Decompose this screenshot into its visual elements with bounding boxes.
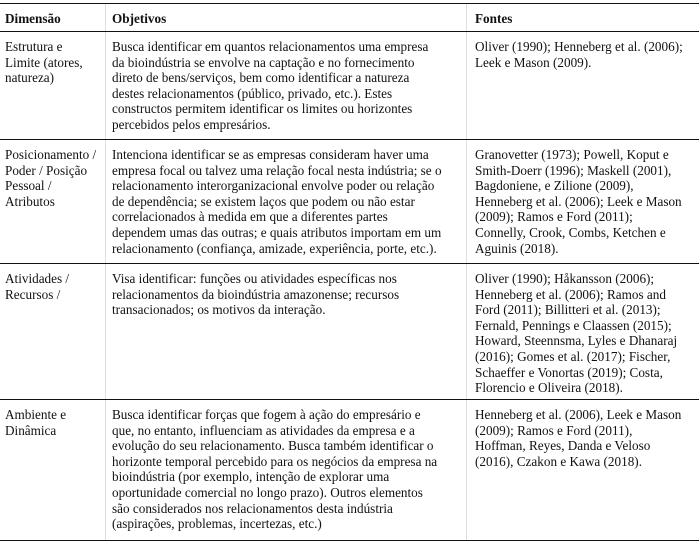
text-line: natureza) (5, 70, 55, 86)
text-line: (2009); Ramos e Ford (2011), (475, 422, 633, 438)
text-line: (2016), Czakon e Kawa (2018). (475, 453, 642, 469)
text-line: Ford (2011); Billitteri et al. (2013); (475, 302, 661, 318)
text-line: Oliver (1990); Håkansson (2006); (475, 271, 655, 286)
text-line: destes relacionamentos (público, privado, etc.). Estes (112, 85, 393, 101)
text-line: bioindústria (por exemplo, intenção de explorar uma (112, 469, 390, 485)
table-row (0, 32, 699, 140)
table-header-row (0, 3, 699, 32)
text-line: relacionamentos da bioindústria amazonense; recursos (112, 286, 400, 302)
text-line: (2009); Ramos e Ford (2011); (475, 209, 633, 225)
text-line: Atividades / (5, 271, 70, 286)
fontes-cell (466, 32, 699, 139)
text-line: horizonte temporal percebido para os negócios da empresa na (112, 453, 438, 469)
sources-table (0, 3, 699, 541)
text-line: Ambiente e (5, 407, 67, 422)
text-line: relacionamento (confiança, amizade, experiência, porte, etc.). (112, 240, 437, 256)
text-line: Granovetter (1973); Powell, Koput e (475, 147, 669, 162)
text-line: empresa focal ou talvez uma relação focal nesta indústria; se o (112, 162, 442, 178)
objetivos-cell (105, 140, 466, 263)
dimensao-cell (0, 140, 105, 263)
text-line: Busca identificar forças que fogem à ação do empresário e (112, 407, 421, 422)
text-line: Fernald, Pennings e Claassen (2015); (475, 317, 672, 333)
text-line: Dinâmica (5, 422, 57, 438)
text-line: transacionados; os motivos da interação. (112, 302, 326, 318)
text-line: Smith-Doerr (1996); Maskell (2001), (475, 162, 672, 178)
text-line: relacionamento interorganizacional envolve poder ou relação (112, 178, 435, 194)
text-line: correlacionados à medida em que a diferentes partes (112, 209, 388, 225)
dimensao-cell (0, 264, 105, 399)
fontes-cell (466, 264, 699, 399)
dimensao-cell (0, 32, 105, 139)
text-line: Connelly, Crook, Combs, Ketchen e (475, 224, 666, 240)
text-line: (aspirações, problemas, incertezas, etc.) (112, 516, 322, 532)
text-line: Visa identificar: funções ou atividades específicas nos (112, 271, 397, 286)
text-line: evolução do seu relacionamento. Busca também identificar o (112, 438, 434, 454)
text-line: Oliver (1990); Henneberg et al. (2006); (475, 39, 683, 54)
fontes-cell (466, 140, 699, 263)
fontes-cell (466, 400, 699, 540)
text-line: oportunidade comercial no longo prazo). Outros elementos (112, 484, 423, 500)
text-line: que, no entanto, influenciam as atividades da empresa e a (112, 422, 415, 438)
table-row (0, 264, 699, 400)
table-row (0, 140, 699, 264)
objetivos-cell (105, 32, 466, 139)
header-objetivos: Objetivos (105, 4, 466, 31)
text-line: Busca identificar em quantos relacionamentos uma empresa (112, 39, 429, 54)
objetivos-cell (105, 400, 466, 540)
text-line: são considerados nos relacionamentos desta indústria (112, 500, 393, 516)
objetivos-cell (105, 264, 466, 399)
text-line: Posicionamento / (5, 147, 97, 162)
text-line: Atributos (5, 193, 55, 209)
dimensao-cell (0, 400, 105, 540)
text-line: Estrutura e (5, 39, 63, 54)
text-line: Bagdoniene, e Zilione (2009), (475, 178, 634, 194)
text-line: Poder / Posição (5, 162, 88, 178)
text-line: Intenciona identificar se as empresas consideram haver uma (112, 147, 429, 162)
text-line: da bioindústria se envolve na captação e no fornecimento (112, 54, 415, 70)
text-line: Henneberg et al. (2006); Ramos and (475, 286, 666, 302)
text-line: Pessoal / (5, 178, 52, 194)
text-line: Leek e Mason (2009). (475, 54, 592, 70)
table-row (0, 400, 699, 541)
text-line: percebidos pelos empresários. (112, 116, 271, 132)
text-line: Schaeffer e Vonortas (2019); Costa, (475, 364, 663, 380)
text-line: (2016); Gomes et al. (2017); Fischer, (475, 348, 671, 364)
text-line: Limite (atores, (5, 54, 83, 70)
text-line: direto de bens/serviços, bem como identificar a natureza (112, 70, 410, 86)
text-line: Hoffman, Reyes, Danda e Veloso (475, 438, 651, 454)
text-line: de dependência; se existem laços que podem ou não estar (112, 193, 415, 209)
text-line: Florencio e Oliveira (2018). (475, 380, 623, 396)
text-line: Recursos / (5, 286, 61, 302)
text-line: constructos permitem identificar os limites ou horizontes (112, 101, 413, 117)
text-line: Aguinis (2018). (475, 240, 559, 256)
header-fontes: Fontes (466, 4, 699, 31)
text-line: Henneberg et al. (2006), Leek e Mason (475, 407, 682, 422)
text-line: Howard, Steennsma, Lyles e Dhanaraj (475, 333, 678, 349)
text-line: Henneberg et al. (2006); Leek e Mason (475, 193, 682, 209)
text-line: dependem umas das outras; e quais atributos importam em um (112, 224, 442, 240)
header-dimensao: Dimensão (5, 11, 61, 26)
